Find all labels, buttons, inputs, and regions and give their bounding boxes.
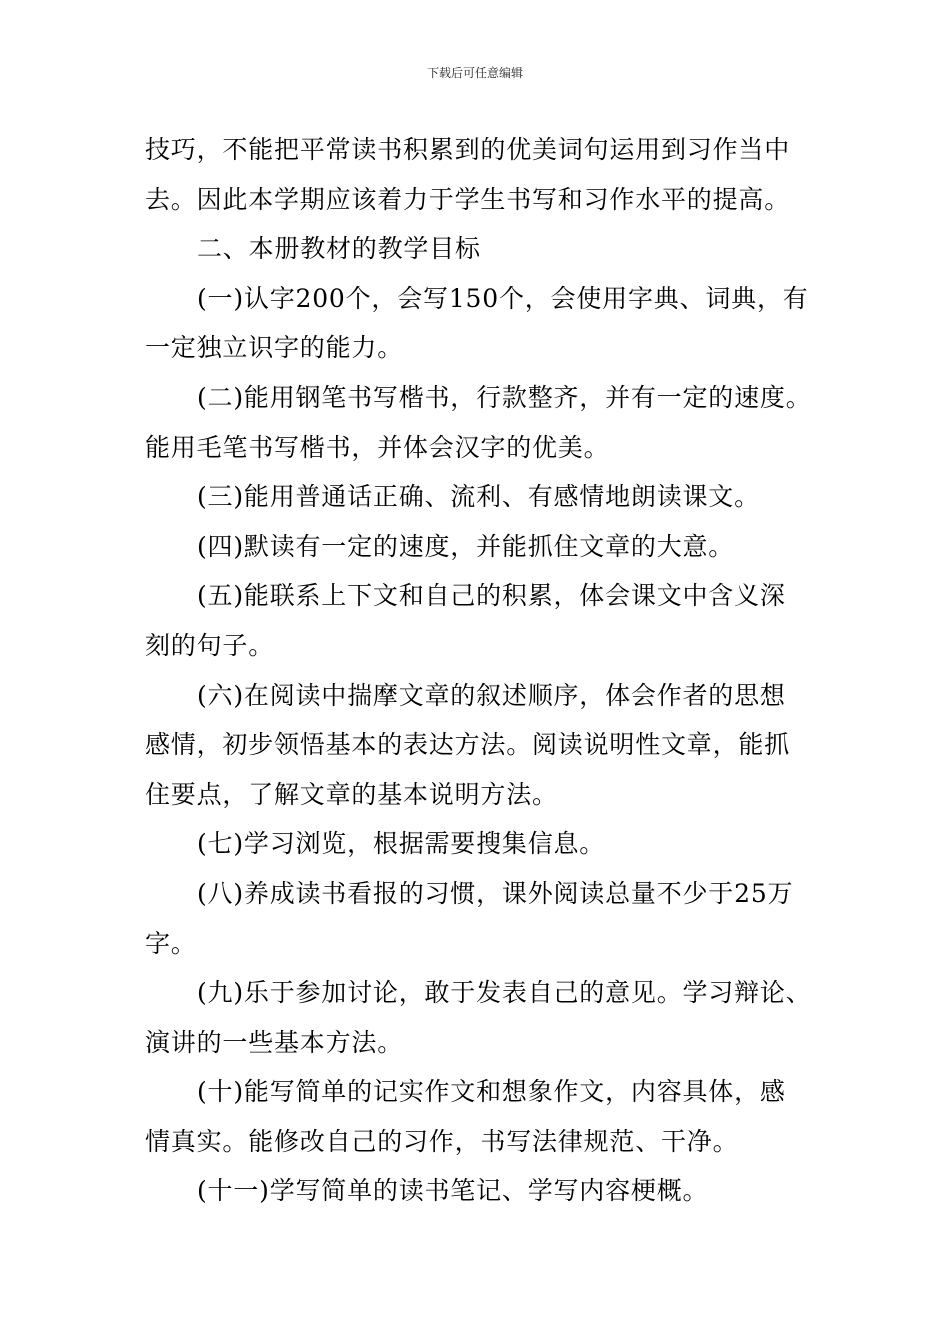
goal-item-line: (五)能联系上下文和自己的积累，体会课文中含义深	[197, 581, 786, 611]
goal-item-line: (一)认字200个，会写150个，会使用字典、词典，有	[197, 283, 809, 313]
goal-item-line: 刻的句子。	[145, 630, 275, 660]
goal-item-line: 演讲的一些基本方法。	[145, 1027, 404, 1057]
goal-item-line: (八)养成读书看报的习惯，课外阅读总量不少于25万	[197, 878, 794, 908]
goal-item-line: (三)能用普通话正确、流利、有感情地朗读课文。	[197, 482, 760, 512]
goal-item-line: (十)能写简单的记实作文和想象作文，内容具体，感	[197, 1077, 786, 1107]
goal-item-line: 感情，初步领悟基本的表达方法。阅读说明性文章，能抓	[145, 730, 791, 760]
section-heading: 二、本册教材的教学目标	[197, 234, 481, 264]
paragraph-line: 技巧，不能把平常读书积累到的优美词句运用到习作当中	[145, 135, 791, 164]
goal-item-line: (六)在阅读中揣摩文章的叙述顺序，体会作者的思想	[197, 680, 786, 710]
goal-item-line: (二)能用钢笔书写楷书，行款整齐，并有一定的速度。	[197, 382, 812, 412]
page-header: 下载后可任意编辑	[426, 66, 523, 80]
document-body	[145, 125, 817, 1216]
goal-item-line: (七)学习浏览，根据需要搜集信息。	[197, 829, 606, 859]
goal-item-line: 字。	[145, 928, 197, 958]
goal-item-line: 能用毛笔书写楷书，并体会汉字的优美。	[145, 432, 610, 462]
goal-item-line: 住要点，了解文章的基本说明方法。	[145, 779, 558, 809]
goal-item-line: (九)乐于参加讨论，敢于发表自己的意见。学习辩论、	[197, 978, 812, 1008]
goal-item-line: 一定独立识字的能力。	[145, 333, 404, 363]
goal-item-line: 情真实。能修改自己的习作，书写法律规范、干净。	[145, 1126, 739, 1156]
goal-item-line: (四)默读有一定的速度，并能抓住文章的大意。	[197, 531, 735, 561]
paragraph-line: 去。因此本学期应该着力于学生书写和习作水平的提高。	[145, 184, 791, 214]
goal-item-line: (十一)学写简单的读书笔记、学写内容梗概。	[197, 1176, 709, 1206]
